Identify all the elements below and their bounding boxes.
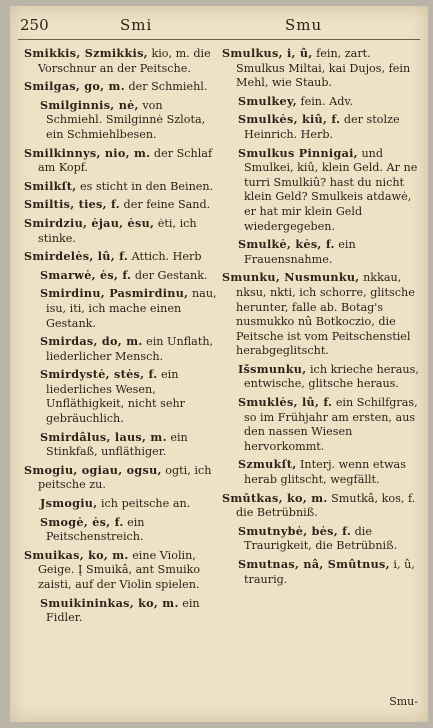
entry-definition: ein Peitschenstreich. [46, 515, 145, 544]
dictionary-entry [24, 146, 222, 176]
dictionary-entry [24, 197, 222, 213]
right-column [222, 46, 420, 590]
dictionary-entry [232, 146, 420, 235]
dictionary-entry [24, 79, 222, 95]
entry-headword: Smogiu, ogiau, ogsu, [24, 462, 162, 477]
entry-headword: Smulkus Pinnigai, [238, 145, 358, 160]
dictionary-entry [232, 237, 420, 267]
dictionary-entry [232, 395, 420, 454]
entry-definition: eine Violin, Geige. Į Smuikâ, ant Smuiko zaisti, auf der Violin spielen. [38, 548, 201, 591]
entry-headword: Smirdziu, ėjau, ėsu, [24, 215, 155, 230]
entry-definition: ogti, ich peitsche zu. [38, 463, 212, 492]
entry-definition: nau, isu, iti, ich mache einen Gestank. [46, 287, 217, 330]
dictionary-entry [34, 268, 222, 284]
entry-definition: der stolze Heinrich. Herb. [244, 113, 400, 141]
entry-definition: ein Unflath, liederlicher Mensch. [46, 335, 214, 363]
entry-headword: Smulkė, kės, f. [238, 237, 335, 252]
entry-definition: der feine Sand. [123, 198, 211, 212]
entry-definition: ein Stinkfaß, unfläthiger. [46, 430, 188, 459]
entry-headword: Smulkus, i, û, [222, 46, 313, 60]
entry-headword: Smūtkas, ko, m. [222, 490, 328, 505]
entry-definition: i, û, traurig. [244, 558, 415, 586]
entry-headword: Smarwė, ės, f. [40, 267, 132, 282]
page-header [10, 16, 428, 38]
entry-definition: der Schlaf am Kopf. [38, 146, 213, 175]
entry-headword: Smilkſt, [24, 178, 77, 193]
dictionary-entry [232, 94, 420, 110]
entry-headword: Smilginnis, nė, [40, 97, 139, 112]
dictionary-entry [34, 596, 222, 626]
entry-definition: ein Schilfgras, so im Frühjahr am ersten, aus den nassen Wiesen hervorkommt. [244, 396, 418, 453]
dictionary-entry [24, 249, 222, 265]
dictionary-entry [24, 216, 222, 246]
entry-headword: Smirdas, do, m. [40, 334, 143, 349]
dictionary-entry [34, 367, 222, 426]
right-guide-word: Smu [285, 16, 323, 34]
dictionary-entry [222, 491, 420, 521]
entry-definition: ėti, ich stinke. [38, 216, 197, 245]
dictionary-entry [34, 286, 222, 331]
entry-definition: Interj. wenn etwas herab glitscht, wegfällt. [244, 458, 406, 487]
entry-headword: Smirdinu, Pasmirdinu, [40, 286, 189, 301]
entry-definition: nkkau, nksu, nkti, ich schorre, glitsche herunter, falle ab. Botag's nusmukko nû Botkoczio, die Peitsche ist vom Peitschenstiel herabgeglitscht. [236, 271, 415, 358]
dictionary-entry [34, 334, 222, 364]
entry-headword: Smogė, ės, f. [40, 514, 124, 529]
entry-definition: ein Fidler. [46, 596, 200, 625]
dictionary-entry [222, 270, 420, 359]
entry-headword: Szmukſt, [238, 457, 297, 472]
entry-definition: der Gestank. [134, 268, 208, 282]
dictionary-entry [232, 457, 420, 487]
dictionary-entry [24, 179, 222, 195]
entry-definition: fein, zart. Smulkus Miltai, kai Dujos, fein Mehl, wie Staub. [236, 47, 411, 90]
entry-headword: Smirdystė, stės, f. [40, 367, 158, 382]
entry-definition: es sticht in den Beinen. [80, 179, 214, 193]
entry-definition: der Schmiehl. [128, 80, 208, 94]
entry-headword: Smiltis, ties, f. [24, 197, 120, 212]
entry-headword: Smilgas, go, m. [24, 79, 125, 94]
left-guide-word: Smi [120, 16, 153, 34]
entry-definition: ich krieche heraus, entwische, glitsche heraus. [244, 362, 419, 391]
entry-headword: Smuklės, lû, f. [238, 395, 333, 410]
entry-definition: Attich. Herb [131, 250, 202, 264]
entry-definition: von Schmiehl. Smilginnė Szlota, ein Schmiehlbesen. [46, 98, 206, 141]
dictionary-entry [24, 548, 222, 593]
dictionary-entry [232, 362, 420, 392]
dictionary-entry [232, 524, 420, 554]
entry-headword: Smulkės, kiû, f. [238, 112, 341, 127]
entry-headword: Smirdelės, lû, f. [24, 249, 129, 264]
dictionary-page [10, 6, 428, 722]
entry-headword: Smulkey, [238, 93, 297, 108]
entry-headword: Smutnybė, bės, f. [238, 523, 352, 538]
dictionary-entry [232, 557, 420, 587]
dictionary-entry [232, 112, 420, 142]
entry-headword: Smikkis, Szmikkis, [24, 46, 148, 60]
dictionary-entry [34, 430, 222, 460]
entry-headword: Smirdâlus, laus, m. [40, 429, 167, 444]
entry-headword: Smuikininkas, ko, m. [40, 595, 179, 610]
entry-definition: und Smulkei, kiû, klein Geld. Ar ne turri Smulkiû? hast du nicht klein Geld? Smulkeis atdawė, er hat mir klein Geld wiedergegeben. [244, 146, 418, 233]
page-number: 250 [20, 16, 49, 34]
entry-headword: Smilkinnys, nio, m. [24, 145, 151, 160]
entry-definition: Smutkâ, kos, f. die Betrübniß. [236, 491, 416, 520]
left-column [24, 46, 222, 629]
dictionary-entry [24, 463, 222, 493]
entry-headword: Smutnas, nâ, Smûtnus, [238, 557, 390, 571]
entry-definition: fein. Adv. [300, 94, 353, 108]
entry-definition: die Traurigkeit, die Betrübniß. [244, 524, 398, 553]
dictionary-entry [34, 515, 222, 545]
header-rule [18, 39, 420, 40]
dictionary-entry [222, 46, 420, 91]
entry-definition: ein liederliches Wesen, Unfläthigkeit, nicht sehr gebräuchlich. [46, 368, 186, 426]
entry-definition: ich peitsche an. [100, 497, 191, 511]
catchword: Smu- [389, 695, 418, 708]
entry-definition: kio, m. die Vorschnur an der Peitsche. [38, 47, 211, 75]
dictionary-entry [34, 496, 222, 512]
entry-headword: Jsmogiu, [40, 496, 98, 511]
entry-headword: Išsmunku, [238, 361, 307, 376]
entry-headword: Smunku, Nusmunku, [222, 270, 360, 285]
entry-headword: Smuikas, ko, m. [24, 547, 129, 562]
dictionary-entry [24, 46, 222, 76]
dictionary-entry [34, 98, 222, 143]
entry-definition: ein Frauensnahme. [244, 238, 356, 266]
